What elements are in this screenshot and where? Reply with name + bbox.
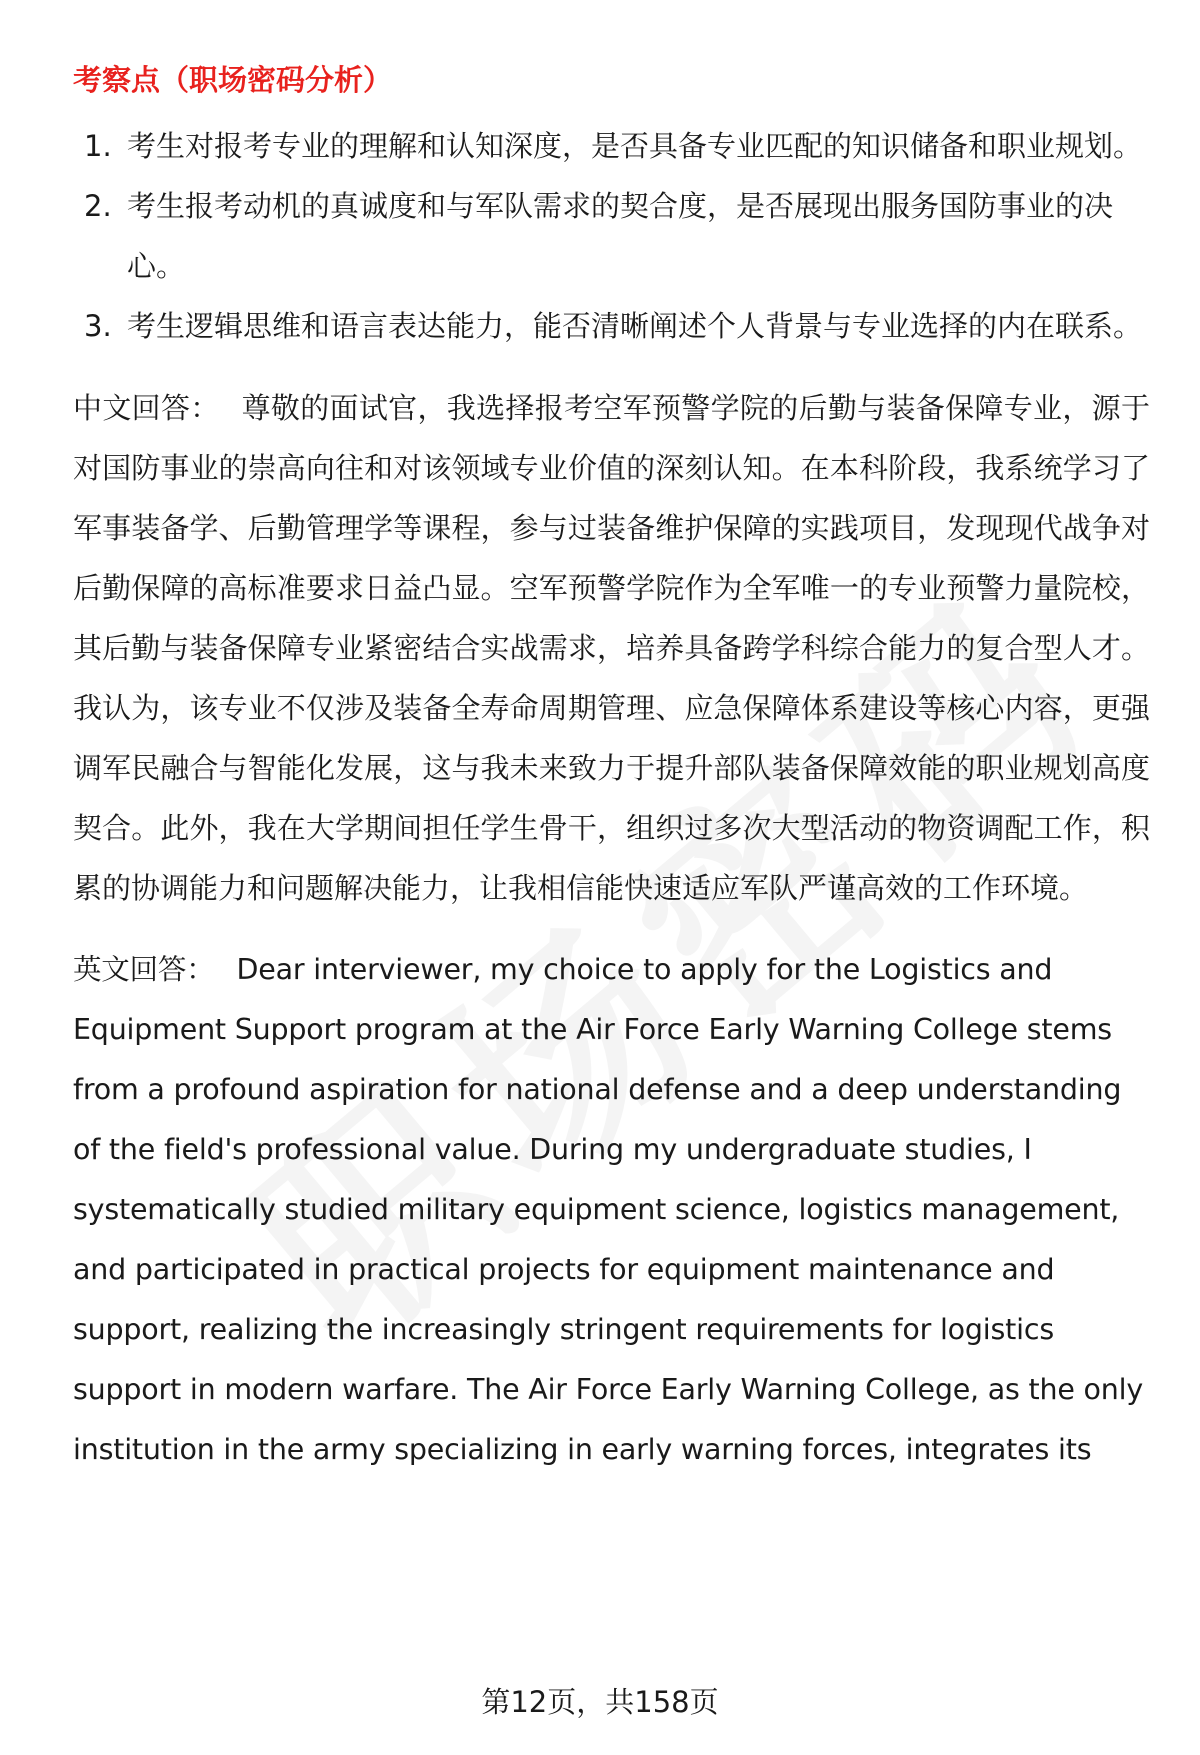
english-answer-paragraph [73,940,1150,1480]
list-item-number: 3. [84,309,112,343]
list-item [73,176,1150,296]
list-item [73,296,1150,356]
list-item-text: 考生报考动机的真诚度和与军队需求的契合度，是否展现出服务国防事业的决心。 [127,189,1114,283]
english-answer-label: 英文回答： [73,953,215,986]
list-item-number: 2. [84,189,112,223]
chinese-answer-label: 中文回答： [73,391,220,425]
list-item-text: 考生对报考专业的理解和认知深度，是否具备专业匹配的知识储备和职业规划。 [127,129,1143,163]
chinese-answer-text: 尊敬的面试官，我选择报考空军预警学院的后勤与装备保障专业，源于对国防事业的崇高向往和对该领域专业价值的深刻认知。在本科阶段，我系统学习了军事装备学、后勤管理学等课程，参与过装备维护保障的实践项目，发现现代战争对后勤保障的高标准要求日益凸显。空军预警学院作为全军唯一的专业预警力量院校，其后勤与装备保障专业紧密结合实战需求，培养具备跨学科综合能力的复合型人才。我认为，该专业不仅涉及装备全寿命周期管理、应急保障体系建设等核心内容，更强调军民融合与智能化发展，这与我未来致力于提升部队装备保障效能的职业规划高度契合。此外，我在大学期间担任学生骨干，组织过多次大型活动的物资调配工作，积累的协调能力和问题解决能力，让我相信能快速适应军队严谨高效的工作环境。 [73,391,1150,905]
list-item [73,116,1150,176]
chinese-answer-paragraph [73,378,1150,918]
section-title: 考察点（职场密码分析） [73,63,393,97]
english-answer-text: Dear interviewer, my choice to apply for the Logistics and Equipment Support program at the Air Force Early Warning College stems from a profound aspiration for national defense and a deep understanding of the field's professional value. During my undergraduate studies, I systematically studied military equipment science, logistics management, and participated in practical projects for equipment maintenance and support, realizing the increasingly stringent requirements for logistics support in modern warfare. The Air Force Early Warning College, as the only institution in the army specializing in early warning forces, integrates its [73,953,1144,1466]
assessment-points-list [73,116,1150,356]
list-item-number: 1. [84,129,112,163]
list-item-text: 考生逻辑思维和语言表达能力，能否清晰阐述个人背景与专业选择的内在联系。 [127,309,1143,343]
page-number-footer: 第12页，共158页 [481,1685,719,1719]
